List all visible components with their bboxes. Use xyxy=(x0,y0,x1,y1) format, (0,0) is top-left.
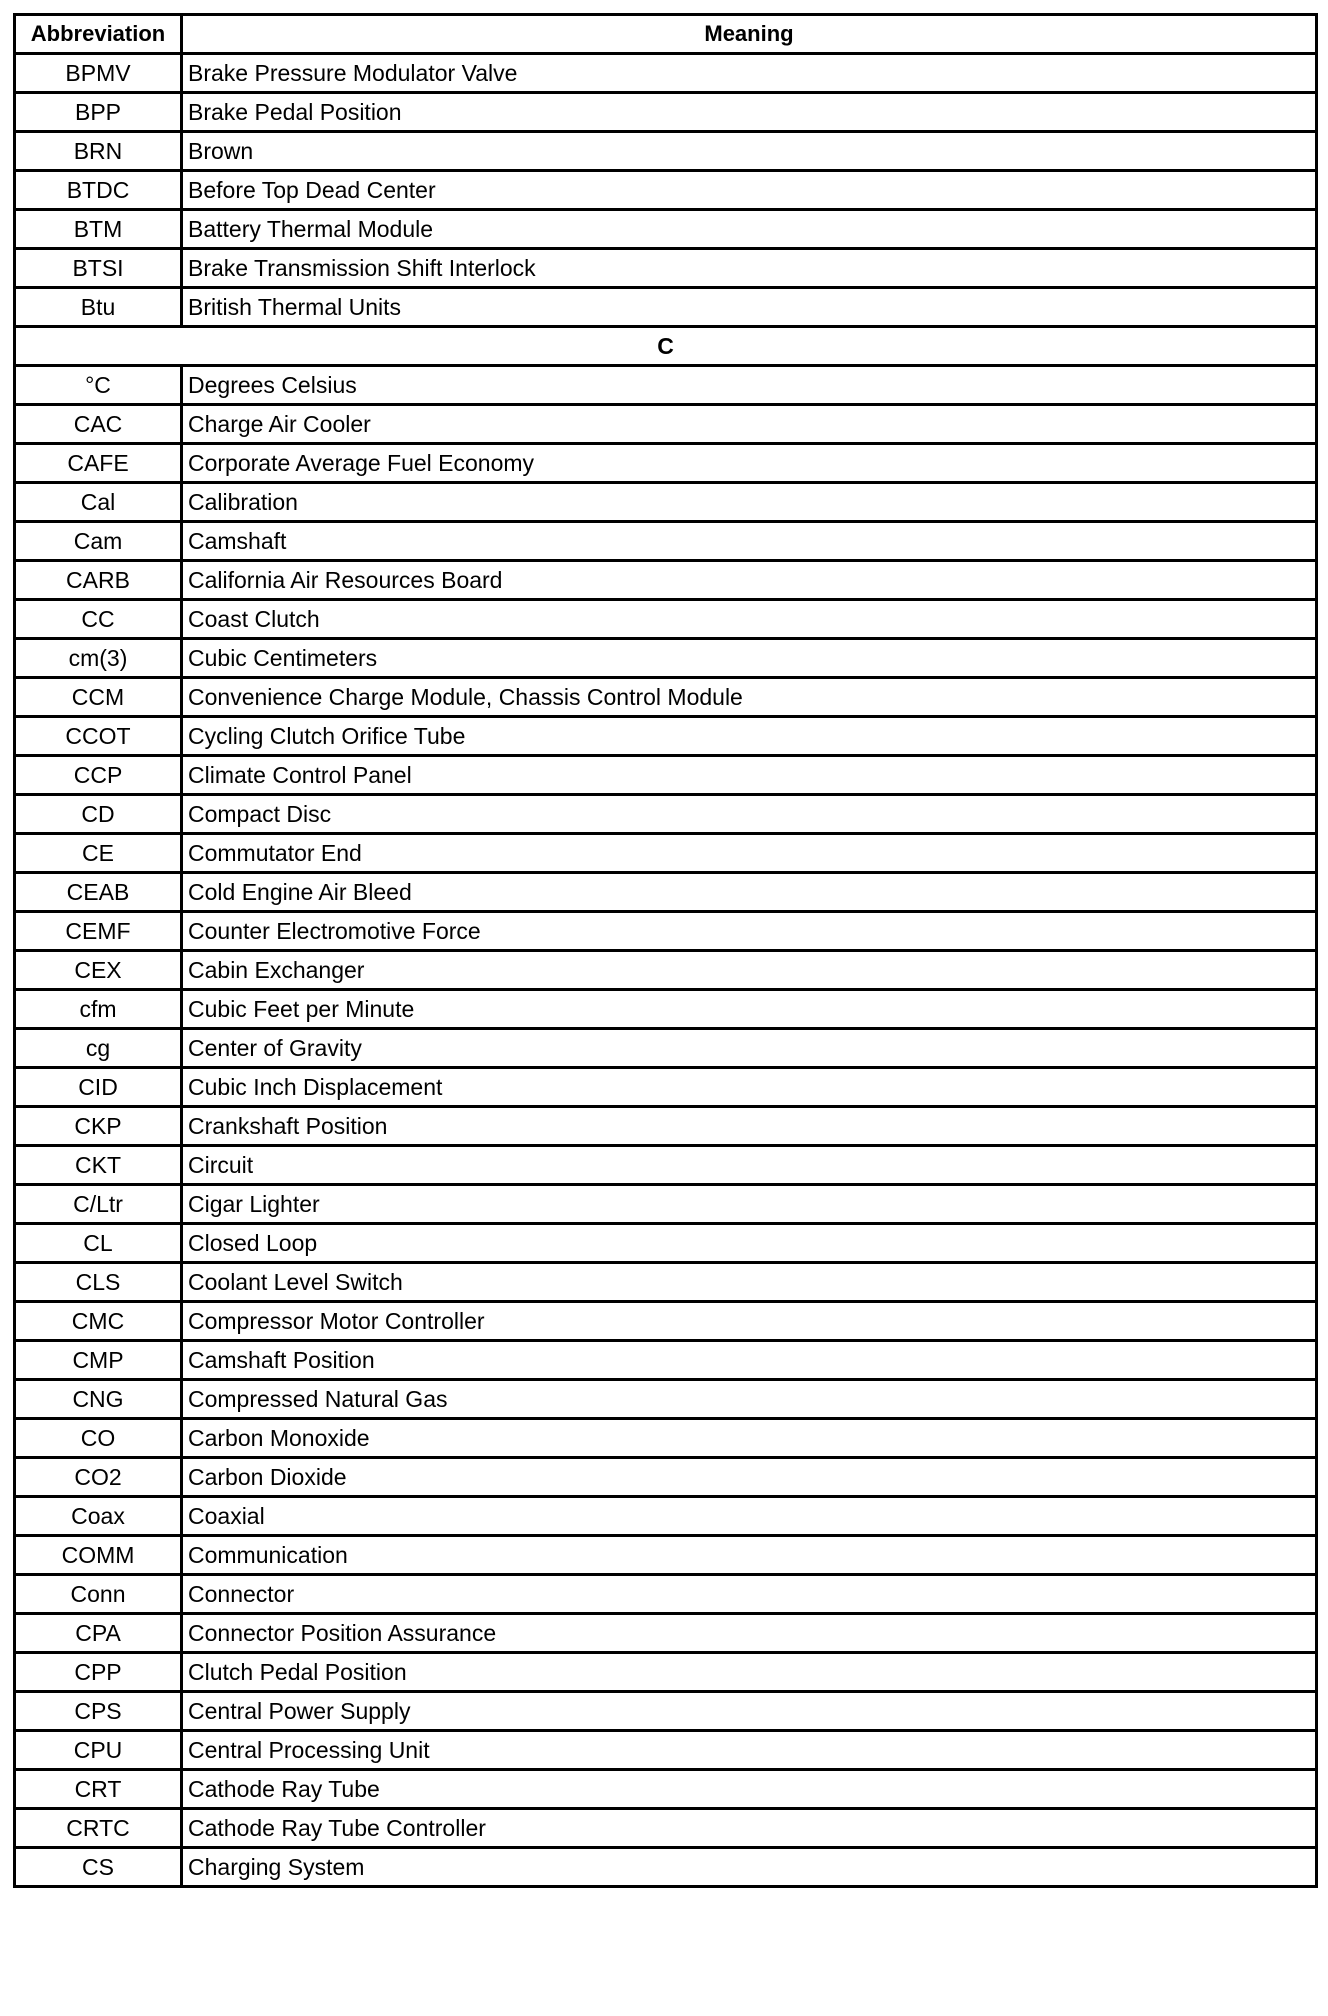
abbreviation-cell: CAFE xyxy=(15,444,182,483)
abbreviation-cell: CCOT xyxy=(15,717,182,756)
table-row xyxy=(15,132,1317,171)
abbreviation-cell: Conn xyxy=(15,1575,182,1614)
meaning-cell: California Air Resources Board xyxy=(182,561,1317,600)
table-row xyxy=(15,1107,1317,1146)
abbreviation-cell: CKP xyxy=(15,1107,182,1146)
table-row xyxy=(15,639,1317,678)
table-row xyxy=(15,1302,1317,1341)
abbreviation-cell: BRN xyxy=(15,132,182,171)
abbreviation-cell: CE xyxy=(15,834,182,873)
meaning-column-header: Meaning xyxy=(182,15,1317,54)
table-row xyxy=(15,912,1317,951)
meaning-cell: Commutator End xyxy=(182,834,1317,873)
abbreviation-cell: cfm xyxy=(15,990,182,1029)
abbreviation-cell: Coax xyxy=(15,1497,182,1536)
meaning-cell: Cold Engine Air Bleed xyxy=(182,873,1317,912)
abbreviation-cell: CPP xyxy=(15,1653,182,1692)
meaning-cell: Crankshaft Position xyxy=(182,1107,1317,1146)
table-header-row xyxy=(15,15,1317,54)
table-row xyxy=(15,1731,1317,1770)
table-row xyxy=(15,1263,1317,1302)
meaning-cell: Coaxial xyxy=(182,1497,1317,1536)
abbreviation-cell: BTDC xyxy=(15,171,182,210)
meaning-cell: Convenience Charge Module, Chassis Control Module xyxy=(182,678,1317,717)
table-row xyxy=(15,795,1317,834)
table-row xyxy=(15,171,1317,210)
meaning-cell: Cubic Inch Displacement xyxy=(182,1068,1317,1107)
meaning-cell: Central Processing Unit xyxy=(182,1731,1317,1770)
abbreviation-cell: °C xyxy=(15,366,182,405)
table-body xyxy=(15,54,1317,1887)
table-row xyxy=(15,834,1317,873)
abbreviation-column-header: Abbreviation xyxy=(15,15,182,54)
abbreviation-cell: CO xyxy=(15,1419,182,1458)
abbreviation-cell: CNG xyxy=(15,1380,182,1419)
table-row xyxy=(15,1692,1317,1731)
abbreviation-cell: CMC xyxy=(15,1302,182,1341)
abbreviation-cell: CEX xyxy=(15,951,182,990)
meaning-cell: Charge Air Cooler xyxy=(182,405,1317,444)
abbreviation-cell: CS xyxy=(15,1848,182,1887)
table-row xyxy=(15,93,1317,132)
table-row xyxy=(15,1536,1317,1575)
table-row xyxy=(15,1380,1317,1419)
meaning-cell: Climate Control Panel xyxy=(182,756,1317,795)
table-row xyxy=(15,483,1317,522)
table-row xyxy=(15,522,1317,561)
table-row xyxy=(15,951,1317,990)
meaning-cell: Carbon Dioxide xyxy=(182,1458,1317,1497)
meaning-cell: Center of Gravity xyxy=(182,1029,1317,1068)
meaning-cell: Carbon Monoxide xyxy=(182,1419,1317,1458)
meaning-cell: Connector xyxy=(182,1575,1317,1614)
meaning-cell: Cubic Feet per Minute xyxy=(182,990,1317,1029)
section-header-row xyxy=(15,327,1317,366)
meaning-cell: Corporate Average Fuel Economy xyxy=(182,444,1317,483)
abbreviation-cell: Cal xyxy=(15,483,182,522)
meaning-cell: Camshaft Position xyxy=(182,1341,1317,1380)
abbreviation-cell: CPA xyxy=(15,1614,182,1653)
table-row xyxy=(15,756,1317,795)
meaning-cell: Coast Clutch xyxy=(182,600,1317,639)
meaning-cell: Central Power Supply xyxy=(182,1692,1317,1731)
abbreviation-cell: C/Ltr xyxy=(15,1185,182,1224)
meaning-cell: Circuit xyxy=(182,1146,1317,1185)
meaning-cell: Cabin Exchanger xyxy=(182,951,1317,990)
table-row xyxy=(15,288,1317,327)
table-row xyxy=(15,1653,1317,1692)
meaning-cell: Brown xyxy=(182,132,1317,171)
meaning-cell: British Thermal Units xyxy=(182,288,1317,327)
meaning-cell: Counter Electromotive Force xyxy=(182,912,1317,951)
table-row xyxy=(15,717,1317,756)
table-row xyxy=(15,444,1317,483)
meaning-cell: Brake Transmission Shift Interlock xyxy=(182,249,1317,288)
table-row xyxy=(15,210,1317,249)
abbreviation-cell: Btu xyxy=(15,288,182,327)
abbreviation-cell: CEMF xyxy=(15,912,182,951)
abbreviation-cell: cg xyxy=(15,1029,182,1068)
meaning-cell: Charging System xyxy=(182,1848,1317,1887)
abbreviation-cell: CC xyxy=(15,600,182,639)
table-row xyxy=(15,561,1317,600)
table-row xyxy=(15,1575,1317,1614)
meaning-cell: Cathode Ray Tube xyxy=(182,1770,1317,1809)
meaning-cell: Cathode Ray Tube Controller xyxy=(182,1809,1317,1848)
table-row xyxy=(15,1809,1317,1848)
table-row xyxy=(15,600,1317,639)
abbreviation-cell: CPU xyxy=(15,1731,182,1770)
table-row xyxy=(15,1614,1317,1653)
table-row xyxy=(15,1068,1317,1107)
abbreviation-cell: CRTC xyxy=(15,1809,182,1848)
abbreviation-cell: BTSI xyxy=(15,249,182,288)
table-row xyxy=(15,1458,1317,1497)
meaning-cell: Coolant Level Switch xyxy=(182,1263,1317,1302)
meaning-cell: Calibration xyxy=(182,483,1317,522)
abbreviation-cell: CKT xyxy=(15,1146,182,1185)
table-row xyxy=(15,1185,1317,1224)
table-row xyxy=(15,1341,1317,1380)
meaning-cell: Compact Disc xyxy=(182,795,1317,834)
meaning-cell: Clutch Pedal Position xyxy=(182,1653,1317,1692)
abbreviation-table-container xyxy=(13,13,1315,1888)
meaning-cell: Brake Pedal Position xyxy=(182,93,1317,132)
table-row xyxy=(15,1497,1317,1536)
abbreviation-cell: CCP xyxy=(15,756,182,795)
abbreviation-cell: CCM xyxy=(15,678,182,717)
abbreviation-cell: CPS xyxy=(15,1692,182,1731)
abbreviation-cell: CD xyxy=(15,795,182,834)
abbreviation-cell: CMP xyxy=(15,1341,182,1380)
table-row xyxy=(15,1029,1317,1068)
meaning-cell: Battery Thermal Module xyxy=(182,210,1317,249)
meaning-cell: Compressor Motor Controller xyxy=(182,1302,1317,1341)
abbreviation-cell: CEAB xyxy=(15,873,182,912)
meaning-cell: Cycling Clutch Orifice Tube xyxy=(182,717,1317,756)
abbreviation-cell: CO2 xyxy=(15,1458,182,1497)
table-row xyxy=(15,990,1317,1029)
table-row xyxy=(15,1419,1317,1458)
table-row xyxy=(15,1146,1317,1185)
meaning-cell: Brake Pressure Modulator Valve xyxy=(182,54,1317,93)
abbreviation-cell: CAC xyxy=(15,405,182,444)
abbreviation-cell: Cam xyxy=(15,522,182,561)
table-row xyxy=(15,873,1317,912)
meaning-cell: Camshaft xyxy=(182,522,1317,561)
abbreviation-table xyxy=(13,13,1318,1888)
meaning-cell: Compressed Natural Gas xyxy=(182,1380,1317,1419)
table-row xyxy=(15,54,1317,93)
abbreviation-cell: CRT xyxy=(15,1770,182,1809)
meaning-cell: Degrees Celsius xyxy=(182,366,1317,405)
table-row xyxy=(15,1770,1317,1809)
abbreviation-cell: BPP xyxy=(15,93,182,132)
abbreviation-cell: CID xyxy=(15,1068,182,1107)
abbreviation-cell: BTM xyxy=(15,210,182,249)
section-letter: C xyxy=(15,327,1317,366)
meaning-cell: Cigar Lighter xyxy=(182,1185,1317,1224)
table-row xyxy=(15,1224,1317,1263)
abbreviation-cell: CLS xyxy=(15,1263,182,1302)
table-row xyxy=(15,678,1317,717)
meaning-cell: Closed Loop xyxy=(182,1224,1317,1263)
table-row xyxy=(15,366,1317,405)
abbreviation-cell: COMM xyxy=(15,1536,182,1575)
table-row xyxy=(15,1848,1317,1887)
abbreviation-cell: CARB xyxy=(15,561,182,600)
meaning-cell: Before Top Dead Center xyxy=(182,171,1317,210)
meaning-cell: Connector Position Assurance xyxy=(182,1614,1317,1653)
table-row xyxy=(15,405,1317,444)
abbreviation-cell: BPMV xyxy=(15,54,182,93)
meaning-cell: Cubic Centimeters xyxy=(182,639,1317,678)
abbreviation-cell: CL xyxy=(15,1224,182,1263)
abbreviation-cell: cm(3) xyxy=(15,639,182,678)
meaning-cell: Communication xyxy=(182,1536,1317,1575)
table-row xyxy=(15,249,1317,288)
